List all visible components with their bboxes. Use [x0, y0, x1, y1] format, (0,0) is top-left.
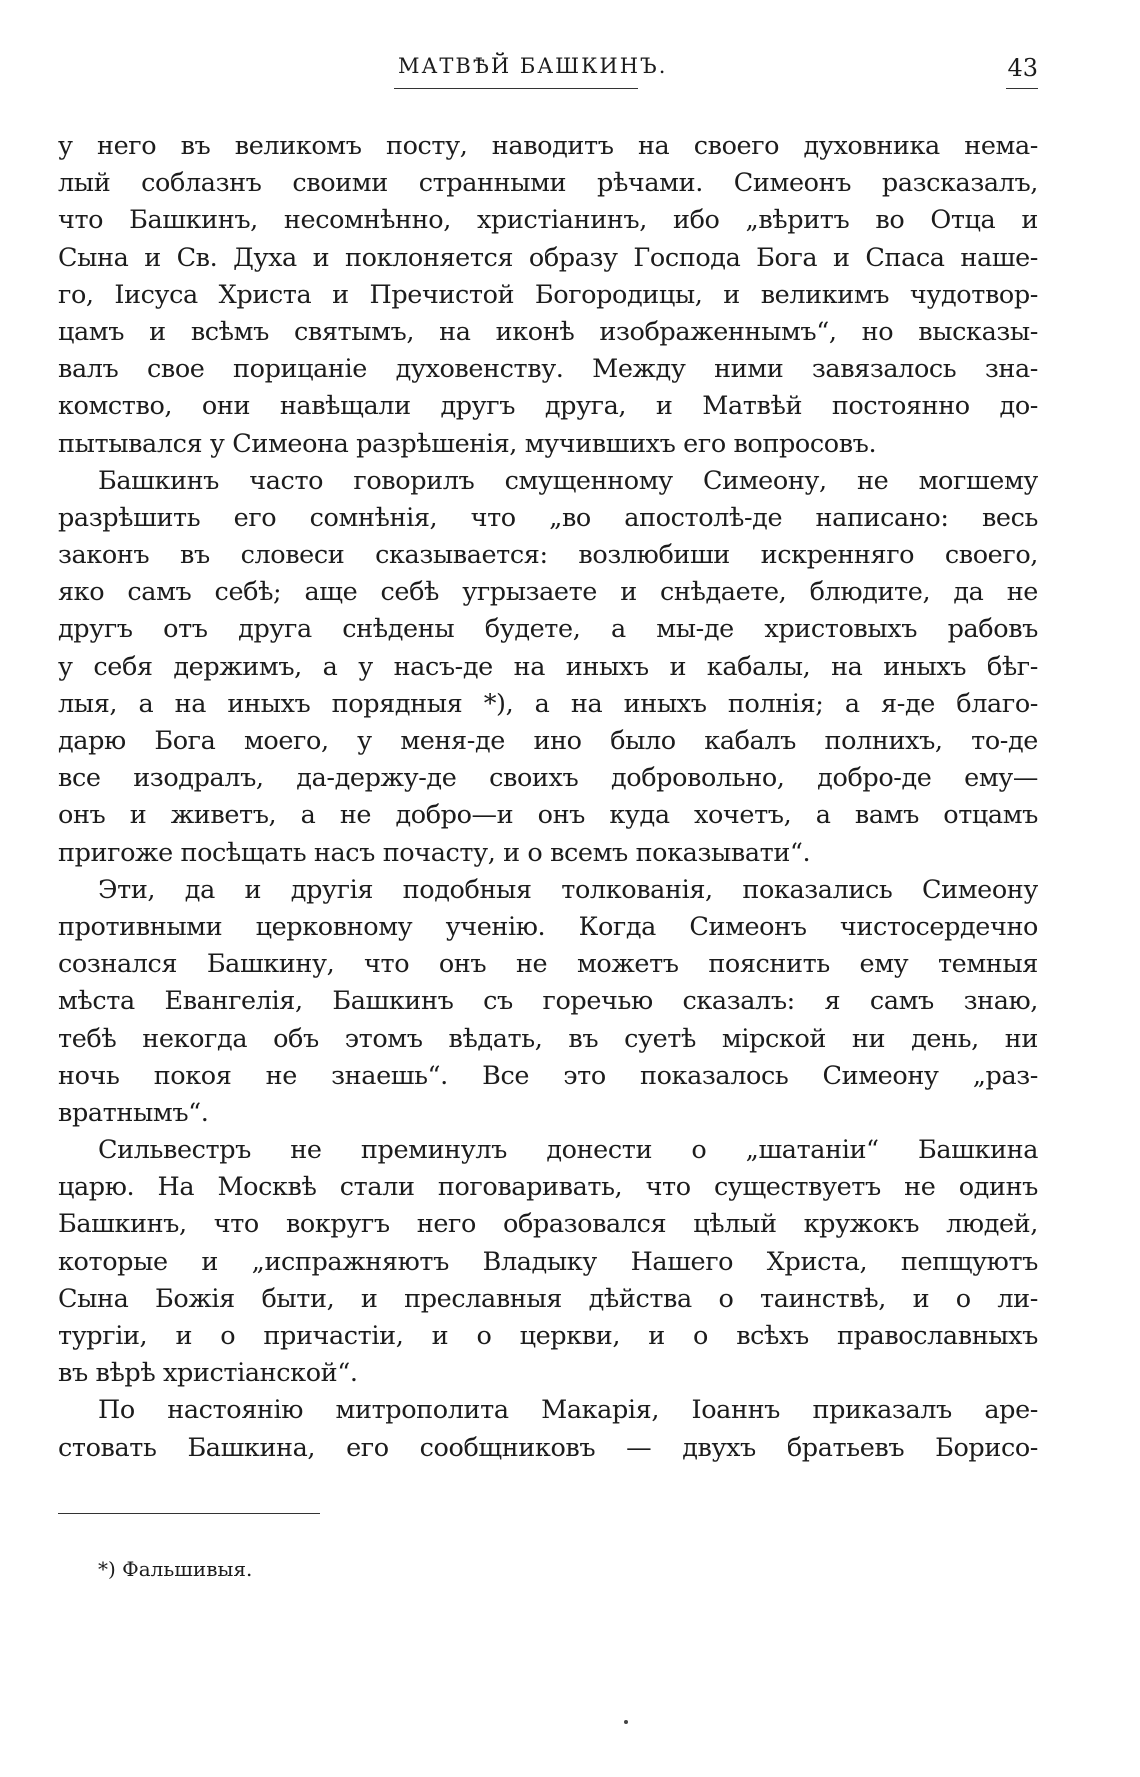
text-line: дарю Бога моего, у меня-де ино было кабалъ полнихъ, то-де: [58, 726, 1038, 756]
text-line: тургіи, и о причастіи, и о церкви, и о всѣхъ православныхъ: [58, 1321, 1038, 1351]
footnote-rule: [58, 1513, 320, 1514]
running-header: [58, 54, 1038, 94]
text-line: По настоянію митрополита Макарія, Іоаннъ приказалъ аре-: [98, 1395, 1038, 1426]
header-rule: [394, 88, 638, 89]
page-number-rule: [1006, 88, 1038, 89]
book-page: [58, 0, 1038, 1777]
text-line: царю. На Москвѣ стали поговаривать, что существуетъ не одинъ: [58, 1172, 1038, 1203]
text-line: лыя, а на иныхъ порядныя *), а на иныхъ полнія; а я-де благо-: [58, 688, 1038, 719]
text-line: противными церковному ученію. Когда Симеонъ чистосердечно: [58, 911, 1038, 942]
text-line: валъ свое порицаніе духовенству. Между ними завязалось зна-: [58, 354, 1038, 385]
text-line: все изодралъ, да-держу-де своихъ добровольно, добро-де ему—: [58, 763, 1038, 794]
text-line: лый соблазнъ своими странными рѣчами. Симеонъ разсказалъ,: [58, 168, 1038, 199]
text-line: Эти, да и другія подобныя толкованія, показались Симеону: [98, 874, 1038, 905]
text-line: въ вѣрѣ христіанской“.: [58, 1358, 358, 1389]
body-text: [58, 128, 1038, 1467]
text-line: стовать Башкина, его сообщниковъ — двухъ братьевъ Борисо-: [58, 1432, 1038, 1463]
text-line: разрѣшить его сомнѣнія, что „во апостолѣ-де написано: весь: [58, 502, 1038, 533]
text-line: Башкинъ часто говорилъ смущенному Симеону, не могшему: [98, 465, 1038, 496]
text-line: сознался Башкину, что онъ не можетъ пояснить ему темныя: [58, 949, 1038, 980]
print-speck: [624, 1720, 628, 1724]
text-line: другъ отъ друга снѣдены будете, а мы-де христовыхъ рабовъ: [58, 614, 1038, 645]
text-line: Сына и Св. Духа и поклоняется образу Господа Бога и Спаса наше-: [58, 242, 1038, 273]
text-line: тебѣ некогда объ этомъ вѣдать, въ суетѣ мірской ни день, ни: [58, 1023, 1038, 1054]
page-number: 43: [1007, 54, 1038, 82]
running-title: МАТВѢЙ БАШКИНЪ.: [398, 54, 668, 78]
text-line: го, Іисуса Христа и Пречистой Богородицы, и великимъ чудотвор-: [58, 279, 1038, 310]
text-line: законъ въ словеси сказывается: возлюбиши искренняго своего,: [58, 540, 1038, 571]
text-line: мѣста Евангелія, Башкинъ съ горечью сказалъ: я самъ знаю,: [58, 986, 1038, 1017]
text-line: яко самъ себѣ; аще себѣ угрызаете и снѣдаете, блюдите, да не: [58, 577, 1038, 608]
text-line: пригоже посѣщать насъ почасту, и о всемъ показывати“.: [58, 837, 811, 868]
text-line: ночь покоя не знаешь“. Все это показалось Симеону „раз-: [58, 1060, 1038, 1091]
text-line: Сильвестръ не преминулъ донести о „шатаніи“ Башкина: [98, 1135, 1038, 1166]
text-line: Башкинъ, что вокругъ него образовался цѣлый кружокъ людей,: [58, 1209, 1038, 1240]
text-line: у него въ великомъ посту, наводитъ на своего духовника нема-: [58, 131, 1038, 161]
text-line: комство, они навѣщали другъ друга, и Матвѣй постоянно до-: [58, 391, 1038, 422]
footnote: *) Фальшивыя.: [98, 1557, 253, 1581]
text-line: которые и „испражняютъ Владыку Нашего Христа, пепщуютъ: [58, 1246, 1038, 1277]
text-line: цамъ и всѣмъ святымъ, на иконѣ изображеннымъ“, но высказы-: [58, 316, 1038, 347]
text-line: вратнымъ“.: [58, 1097, 209, 1128]
text-line: Сына Божія быти, и преславныя дѣйства о таинствѣ, и о ли-: [58, 1283, 1038, 1314]
text-line: у себя держимъ, а у насъ-де на иныхъ и кабалы, на иныхъ бѣг-: [58, 651, 1038, 682]
text-line: пытывался у Симеона разрѣшенія, мучившихъ его вопросовъ.: [58, 428, 877, 459]
text-line: что Башкинъ, несомнѣнно, христіанинъ, ибо „вѣритъ во Отца и: [58, 205, 1038, 236]
text-line: онъ и живетъ, а не добро—и онъ куда хочетъ, а вамъ отцамъ: [58, 800, 1038, 831]
